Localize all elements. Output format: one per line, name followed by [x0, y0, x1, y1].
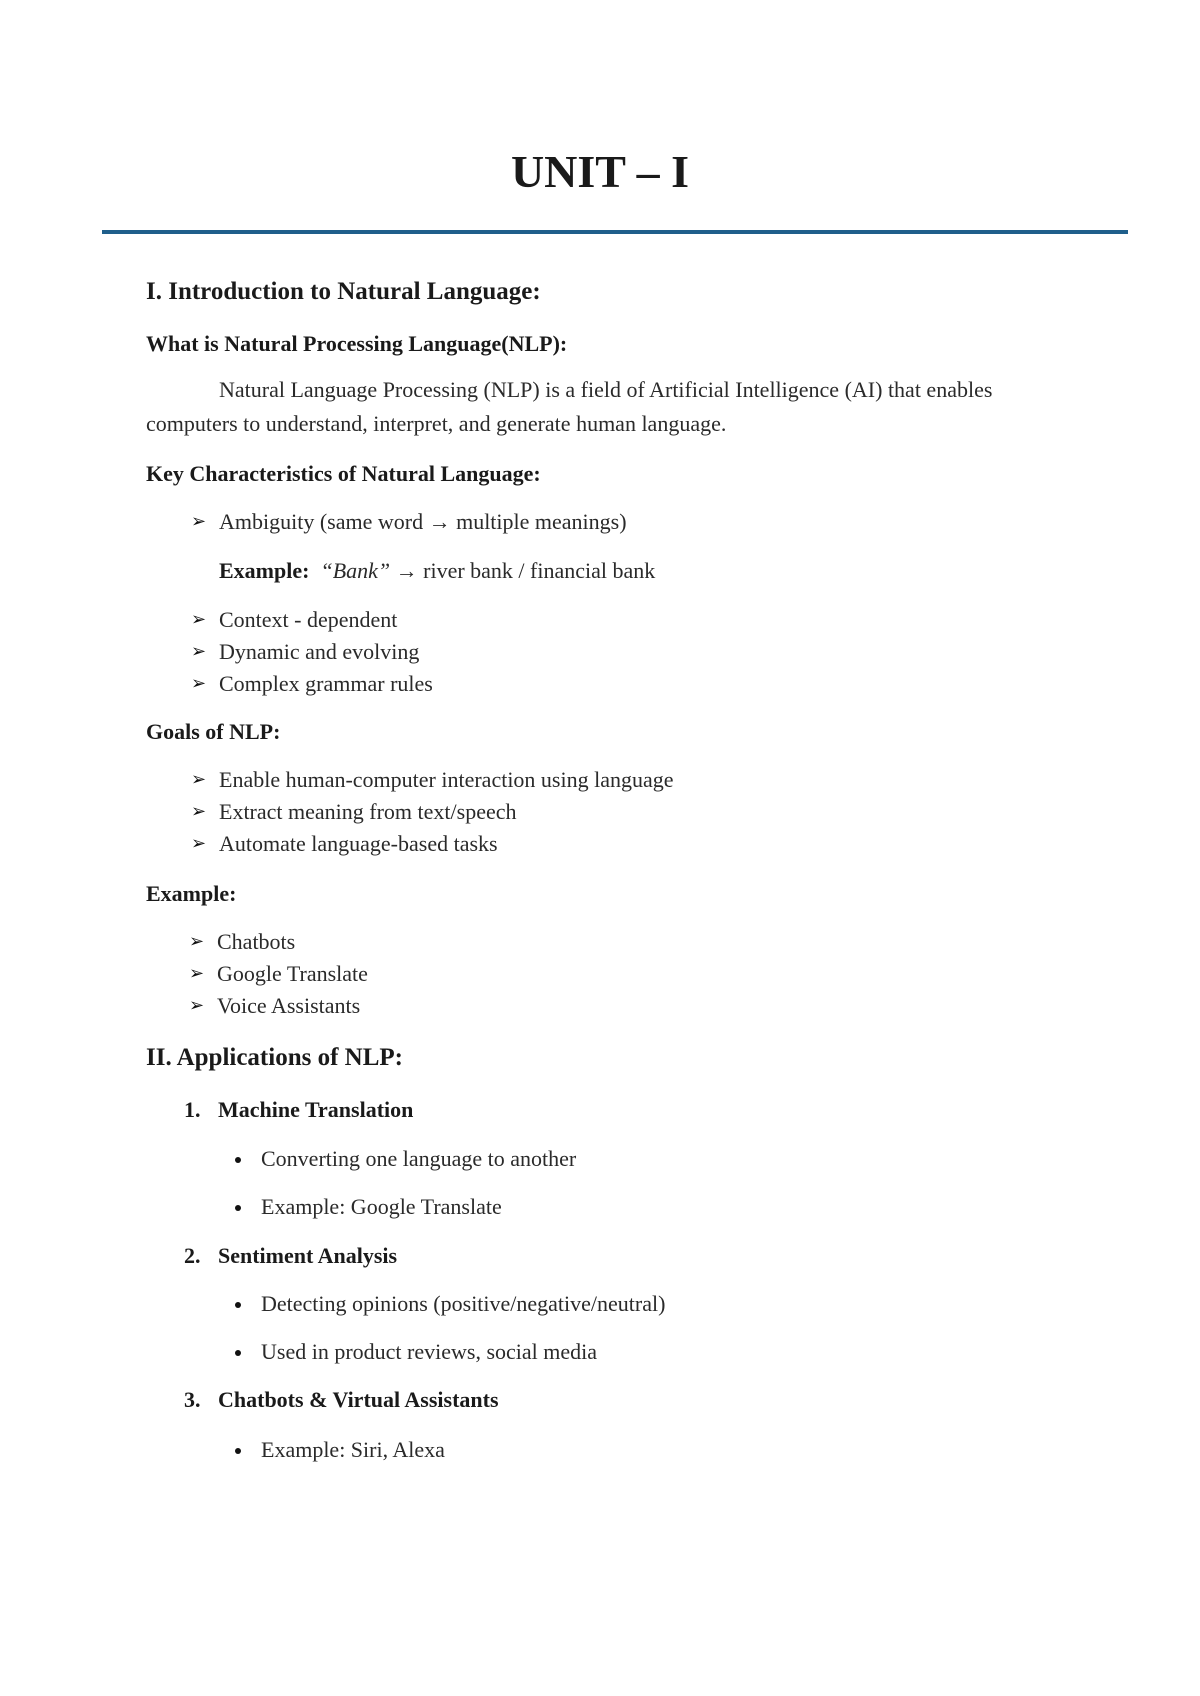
list-item: ➢ Enable human-computer interaction using language	[191, 767, 674, 792]
list-item: ➢ Chatbots	[189, 929, 296, 954]
bullet-dot-icon	[235, 1205, 241, 1211]
example-label: Example:	[219, 558, 310, 583]
list-item: ➢ Extract meaning from text/speech	[191, 799, 517, 824]
arrow-bullet-icon: ➢	[191, 609, 207, 630]
application-title: 2. Sentiment Analysis	[184, 1243, 398, 1268]
list-item: Used in product reviews, social media	[261, 1338, 597, 1366]
list-item: Example: Google Translate	[261, 1193, 502, 1221]
bullet-dot-icon	[235, 1350, 241, 1356]
list-item: ➢ Context - dependent	[191, 607, 398, 632]
bullet-dot-icon	[235, 1157, 241, 1163]
list-item: Detecting opinions (positive/negative/neutral)	[261, 1290, 665, 1318]
arrow-bullet-icon: ➢	[189, 931, 205, 952]
section-heading-applications: II. Applications of NLP:	[146, 1044, 403, 1071]
arrow-bullet-icon: ➢	[191, 801, 207, 822]
ambiguity-example	[219, 557, 655, 585]
arrow-bullet-icon: ➢	[189, 995, 205, 1016]
list-item: ➢ Automate language-based tasks	[191, 831, 498, 856]
arrow-bullet-icon: ➢	[191, 511, 207, 532]
arrow-bullet-icon: ➢	[191, 833, 207, 854]
bullet-dot-icon	[235, 1448, 241, 1454]
list-item: ➢ Dynamic and evolving	[191, 639, 420, 664]
nlp-definition-paragraph	[146, 373, 1046, 441]
title-divider	[102, 230, 1128, 234]
arrow-bullet-icon: ➢	[191, 673, 207, 694]
application-title: 1. Machine Translation	[184, 1097, 414, 1122]
list-item: Example: Siri, Alexa	[261, 1436, 445, 1464]
example-meaning: → river bank / financial bank	[395, 558, 656, 583]
subheading-what-is-nlp: What is Natural Processing Language(NLP):	[146, 331, 568, 356]
list-item: ➢ Ambiguity (same word → multiple meanings)	[191, 509, 627, 534]
nlp-definition-text: Natural Language Processing (NLP) is a field of Artificial Intelligence (AI) that enables computers to understand, interpret, and generate human language.	[146, 377, 993, 436]
arrow-bullet-icon: ➢	[191, 641, 207, 662]
example-term: “Bank”	[320, 558, 391, 583]
subheading-example: Example:	[146, 881, 237, 906]
subheading-goals: Goals of NLP:	[146, 719, 281, 744]
section-heading-introduction: I. Introduction to Natural Language:	[146, 278, 541, 305]
list-item: Converting one language to another	[261, 1145, 576, 1173]
subheading-key-characteristics: Key Characteristics of Natural Language:	[146, 461, 541, 486]
list-item: ➢ Complex grammar rules	[191, 671, 433, 696]
page-title: UNIT – I	[510, 146, 690, 197]
list-item: ➢ Voice Assistants	[189, 993, 361, 1018]
arrow-bullet-icon: ➢	[189, 963, 205, 984]
list-item: ➢ Google Translate	[189, 961, 368, 986]
arrow-bullet-icon: ➢	[191, 769, 207, 790]
bullet-dot-icon	[235, 1302, 241, 1308]
application-title: 3. Chatbots & Virtual Assistants	[184, 1387, 499, 1412]
